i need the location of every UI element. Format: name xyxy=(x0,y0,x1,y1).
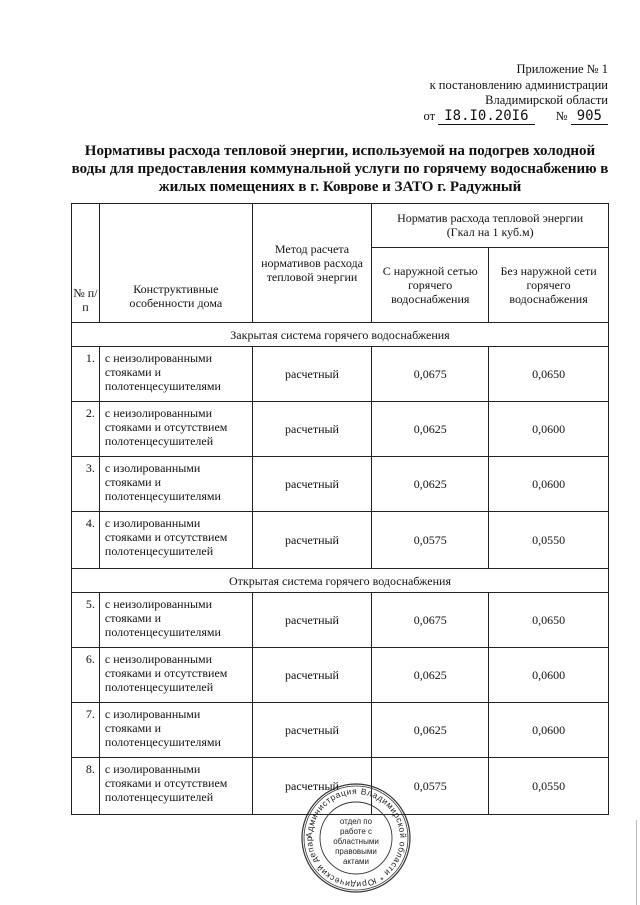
table-row xyxy=(72,402,609,457)
row-with-network: 0,0675 xyxy=(372,593,489,648)
scan-edge xyxy=(636,820,637,905)
document-title: Нормативы расхода тепловой энергии, используемой на подогрев холодной воды для предоставления коммунальной услуги по горячему водоснабжению в жилых помещениях в г. Коврове и ЗАТО г. Радужный xyxy=(71,143,609,195)
section-title: Открытая система горячего водоснабжения xyxy=(72,569,609,593)
header-num: № п/п xyxy=(72,204,100,323)
row-method: расчетный xyxy=(252,347,372,402)
row-without-network: 0,0650 xyxy=(489,347,609,402)
header-method: Метод расчета нормативов расхода тепловой энергии xyxy=(252,204,372,323)
appendix-block xyxy=(424,62,608,124)
handwritten-date: I8.I0.20I6 xyxy=(438,108,534,125)
section-row xyxy=(72,323,609,347)
norms-table xyxy=(71,203,609,815)
row-features: с неизолированными стояками и полотенцесушителями xyxy=(99,347,252,402)
number-prefix: № xyxy=(555,108,568,123)
row-number: 8. xyxy=(72,758,100,815)
stamp-center-text: отдел по работе с областными правовыми актами xyxy=(333,817,379,866)
row-with-network: 0,0625 xyxy=(372,402,489,457)
table-row xyxy=(72,648,609,703)
header-with-network: С наружной сетью горячего водоснабжения xyxy=(372,247,489,322)
row-method: расчетный xyxy=(252,512,372,569)
row-number: 2. xyxy=(72,402,100,457)
row-features: с неизолированными стояками и полотенцесушителями xyxy=(99,593,252,648)
row-with-network: 0,0625 xyxy=(372,648,489,703)
official-stamp xyxy=(300,782,412,894)
table-row xyxy=(72,512,609,569)
row-features: с неизолированными стояками и отсутствием полотенцесушителей xyxy=(99,648,252,703)
row-with-network: 0,0625 xyxy=(372,457,489,512)
row-method: расчетный xyxy=(252,593,372,648)
row-without-network: 0,0600 xyxy=(489,402,609,457)
table-row xyxy=(72,457,609,512)
row-number: 7. xyxy=(72,703,100,758)
row-features: с изолированными стояками и отсутствием полотенцесушителей xyxy=(99,512,252,569)
table-row xyxy=(72,703,609,758)
row-number: 3. xyxy=(72,457,100,512)
row-with-network: 0,0575 xyxy=(372,758,489,815)
row-number: 4. xyxy=(72,512,100,569)
handwritten-number: 905 xyxy=(571,108,608,125)
row-with-network: 0,0575 xyxy=(372,512,489,569)
appendix-line-3: Владимирской области xyxy=(485,93,608,107)
table-row xyxy=(72,347,609,402)
section-row xyxy=(72,569,609,593)
appendix-date-line xyxy=(424,109,608,125)
header-row-1 xyxy=(72,204,609,248)
row-without-network: 0,0550 xyxy=(489,758,609,815)
row-features: с неизолированными стояками и отсутствием полотенцесушителей xyxy=(99,402,252,457)
row-without-network: 0,0600 xyxy=(489,457,609,512)
row-number: 6. xyxy=(72,648,100,703)
row-number: 1. xyxy=(72,347,100,402)
header-features: Конструктивные особенности дома xyxy=(99,204,252,323)
row-number: 5. xyxy=(72,593,100,648)
row-features: с изолированными стояками и полотенцесушителями xyxy=(99,703,252,758)
date-prefix: от xyxy=(423,108,436,123)
section-title: Закрытая система горячего водоснабжения xyxy=(72,323,609,347)
appendix-line-2: к постановлению администрации xyxy=(429,77,608,92)
stamp-ring-text: Администрация Владимирской области * Юридический депар xyxy=(303,785,409,891)
row-method: расчетный xyxy=(252,402,372,457)
row-without-network: 0,0650 xyxy=(489,593,609,648)
row-with-network: 0,0625 xyxy=(372,703,489,758)
row-features: с изолированными стояками и отсутствием полотенцесушителей xyxy=(99,758,252,815)
row-method: расчетный xyxy=(252,648,372,703)
header-without-network: Без наружной сети горячего водоснабжения xyxy=(489,247,609,322)
row-method: расчетный xyxy=(252,758,372,815)
appendix-line-1: Приложение № 1 xyxy=(516,62,608,76)
row-method: расчетный xyxy=(252,703,372,758)
row-method: расчетный xyxy=(252,457,372,512)
row-without-network: 0,0600 xyxy=(489,703,609,758)
table-row xyxy=(72,593,609,648)
header-norm: Норматив расхода тепловой энергии (Гкал на 1 куб.м) xyxy=(372,204,609,248)
row-without-network: 0,0600 xyxy=(489,648,609,703)
row-features: с изолированными стояками и полотенцесушителями xyxy=(99,457,252,512)
row-without-network: 0,0550 xyxy=(489,512,609,569)
row-with-network: 0,0675 xyxy=(372,347,489,402)
